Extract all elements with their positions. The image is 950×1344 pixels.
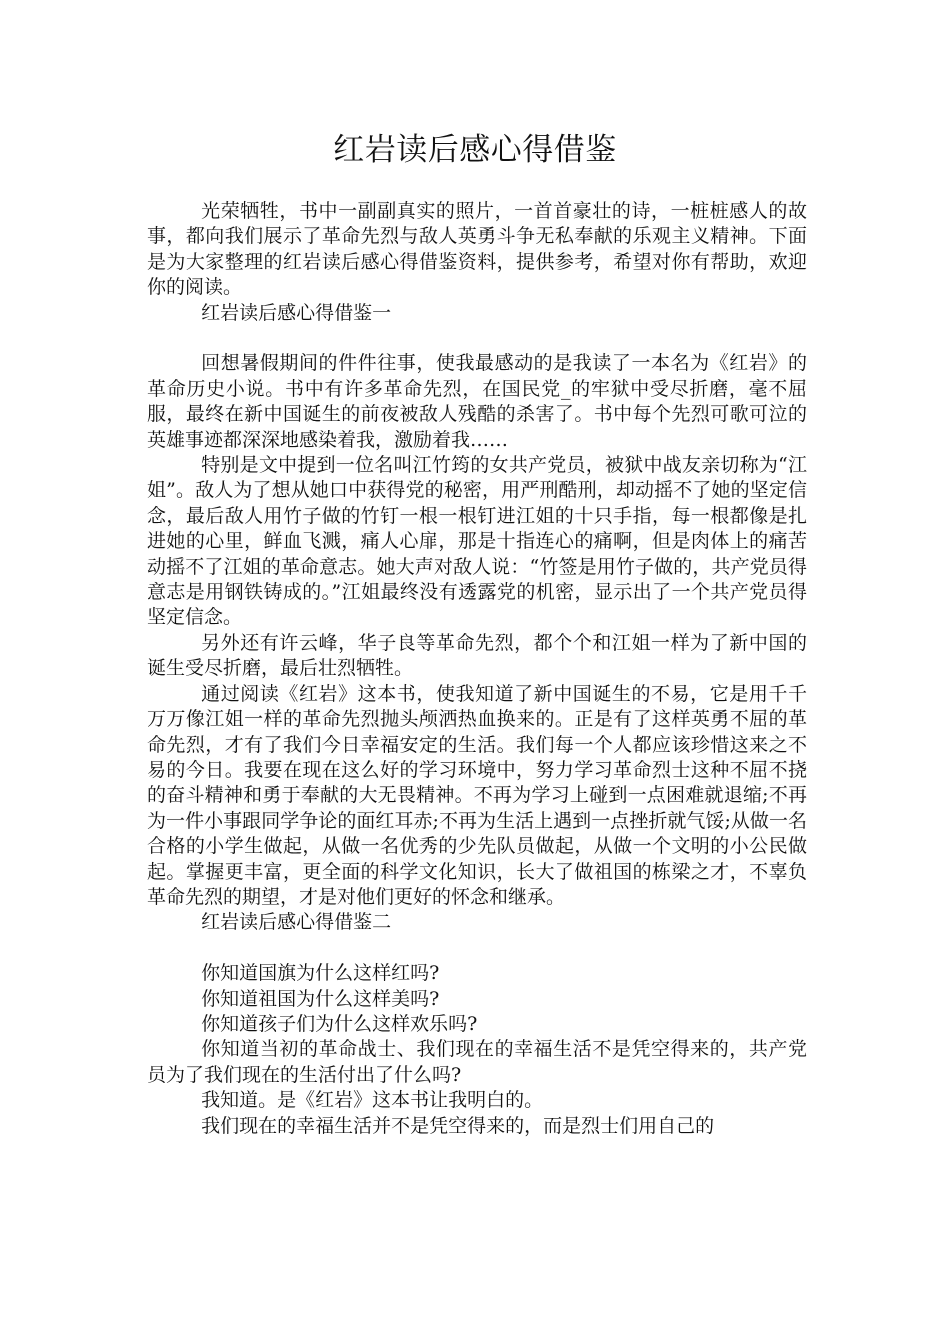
paragraph: 光荣牺牲，书中一副副真实的照片，一首首豪壮的诗，一桩桩感人的故事，都向我们展示了革命先烈与敌人英勇斗争无私奉献的乐观主义精神。下面是为大家整理的红岩读后感心得借鉴资料，提供参考，希望对你有帮助，欢迎你的阅读。 [147, 200, 807, 299]
paragraph: 另外还有许云峰，华子良等革命先烈，都个个和江姐一样为了新中国的诞生受尽折磨，最后壮烈牺牲。 [147, 631, 807, 680]
paragraph: 我们现在的幸福生活并不是凭空得来的，而是烈士们用自己的 [201, 1114, 715, 1137]
paragraph: 你知道当初的革命战士、我们现在的幸福生活不是凭空得来的，共产党员为了我们现在的生活付出了什么吗? [147, 1038, 807, 1086]
blank-line [147, 936, 807, 961]
paragraph: 你知道祖国为什么这样美吗? [201, 987, 440, 1010]
document-title: 红岩读后感心得借鉴 [333, 132, 617, 168]
blank-line [147, 326, 807, 351]
section-heading: 红岩读后感心得借鉴一 [201, 301, 392, 324]
paragraph: 回想暑假期间的件件往事，使我最感动的是我读了一本名为《红岩》的革命历史小说。书中有许多革命先烈，在国民党_的牢狱中受尽折磨，毫不屈服，最终在新中国诞生的前夜被敌人残酷的杀害了。书中每个先烈可歌可泣的英雄事迹都深深地感染着我，激励着我…… [147, 352, 807, 451]
paragraph: 我知道。是《红岩》这本书让我明白的。 [201, 1089, 544, 1112]
paragraph: 你知道国旗为什么这样红吗? [201, 962, 440, 985]
paragraph: 你知道孩子们为什么这样欢乐吗? [201, 1012, 478, 1035]
document-body [147, 199, 807, 1139]
paragraph: 通过阅读《红岩》这本书，使我知道了新中国诞生的不易，它是用千千万万像江姐一样的革命先烈抛头颅洒热血换来的。正是有了这样英勇不屈的革命先烈，才有了我们今日幸福安定的生活。我们每一个人都应该珍惜这来之不易的今日。我要在现在这么好的学习环境中，努力学习革命烈士这种不屈不挠的奋斗精神和勇于奉献的大无畏精神。不再为学习上碰到一点困难就退缩;不再为一件小事跟同学争论的面红耳赤;不再为生活上遇到一点挫折就气馁;从做一名合格的小学生做起，从做一名优秀的少先队员做起，从做一个文明的小公民做起。掌握更丰富，更全面的科学文化知识，长大了做祖国的栋梁之才，不辜负革命先烈的期望，才是对他们更好的怀念和继承。 [147, 682, 807, 908]
paragraph: 特别是文中提到一位名叫江竹筠的女共产党员，被狱中战友亲切称为“江姐”。敌人为了想从她口中获得党的秘密，用严刑酷刑，却动摇不了她的坚定信念，最后敌人用竹子做的竹钉一根一根钉进江姐的十只手指，每一根都像是扎进她的心里，鲜血飞溅，痛人心扉，那是十指连心的痛啊，但是肉体上的痛苦动摇不了江姐的革命意志。她大声对敌人说：“竹签是用竹子做的，共产党员得意志是用钢铁铸成的。”江姐最终没有透露党的机密，显示出了一个共产党员得坚定信念。 [147, 454, 807, 629]
section-heading: 红岩读后感心得借鉴二 [201, 911, 392, 934]
